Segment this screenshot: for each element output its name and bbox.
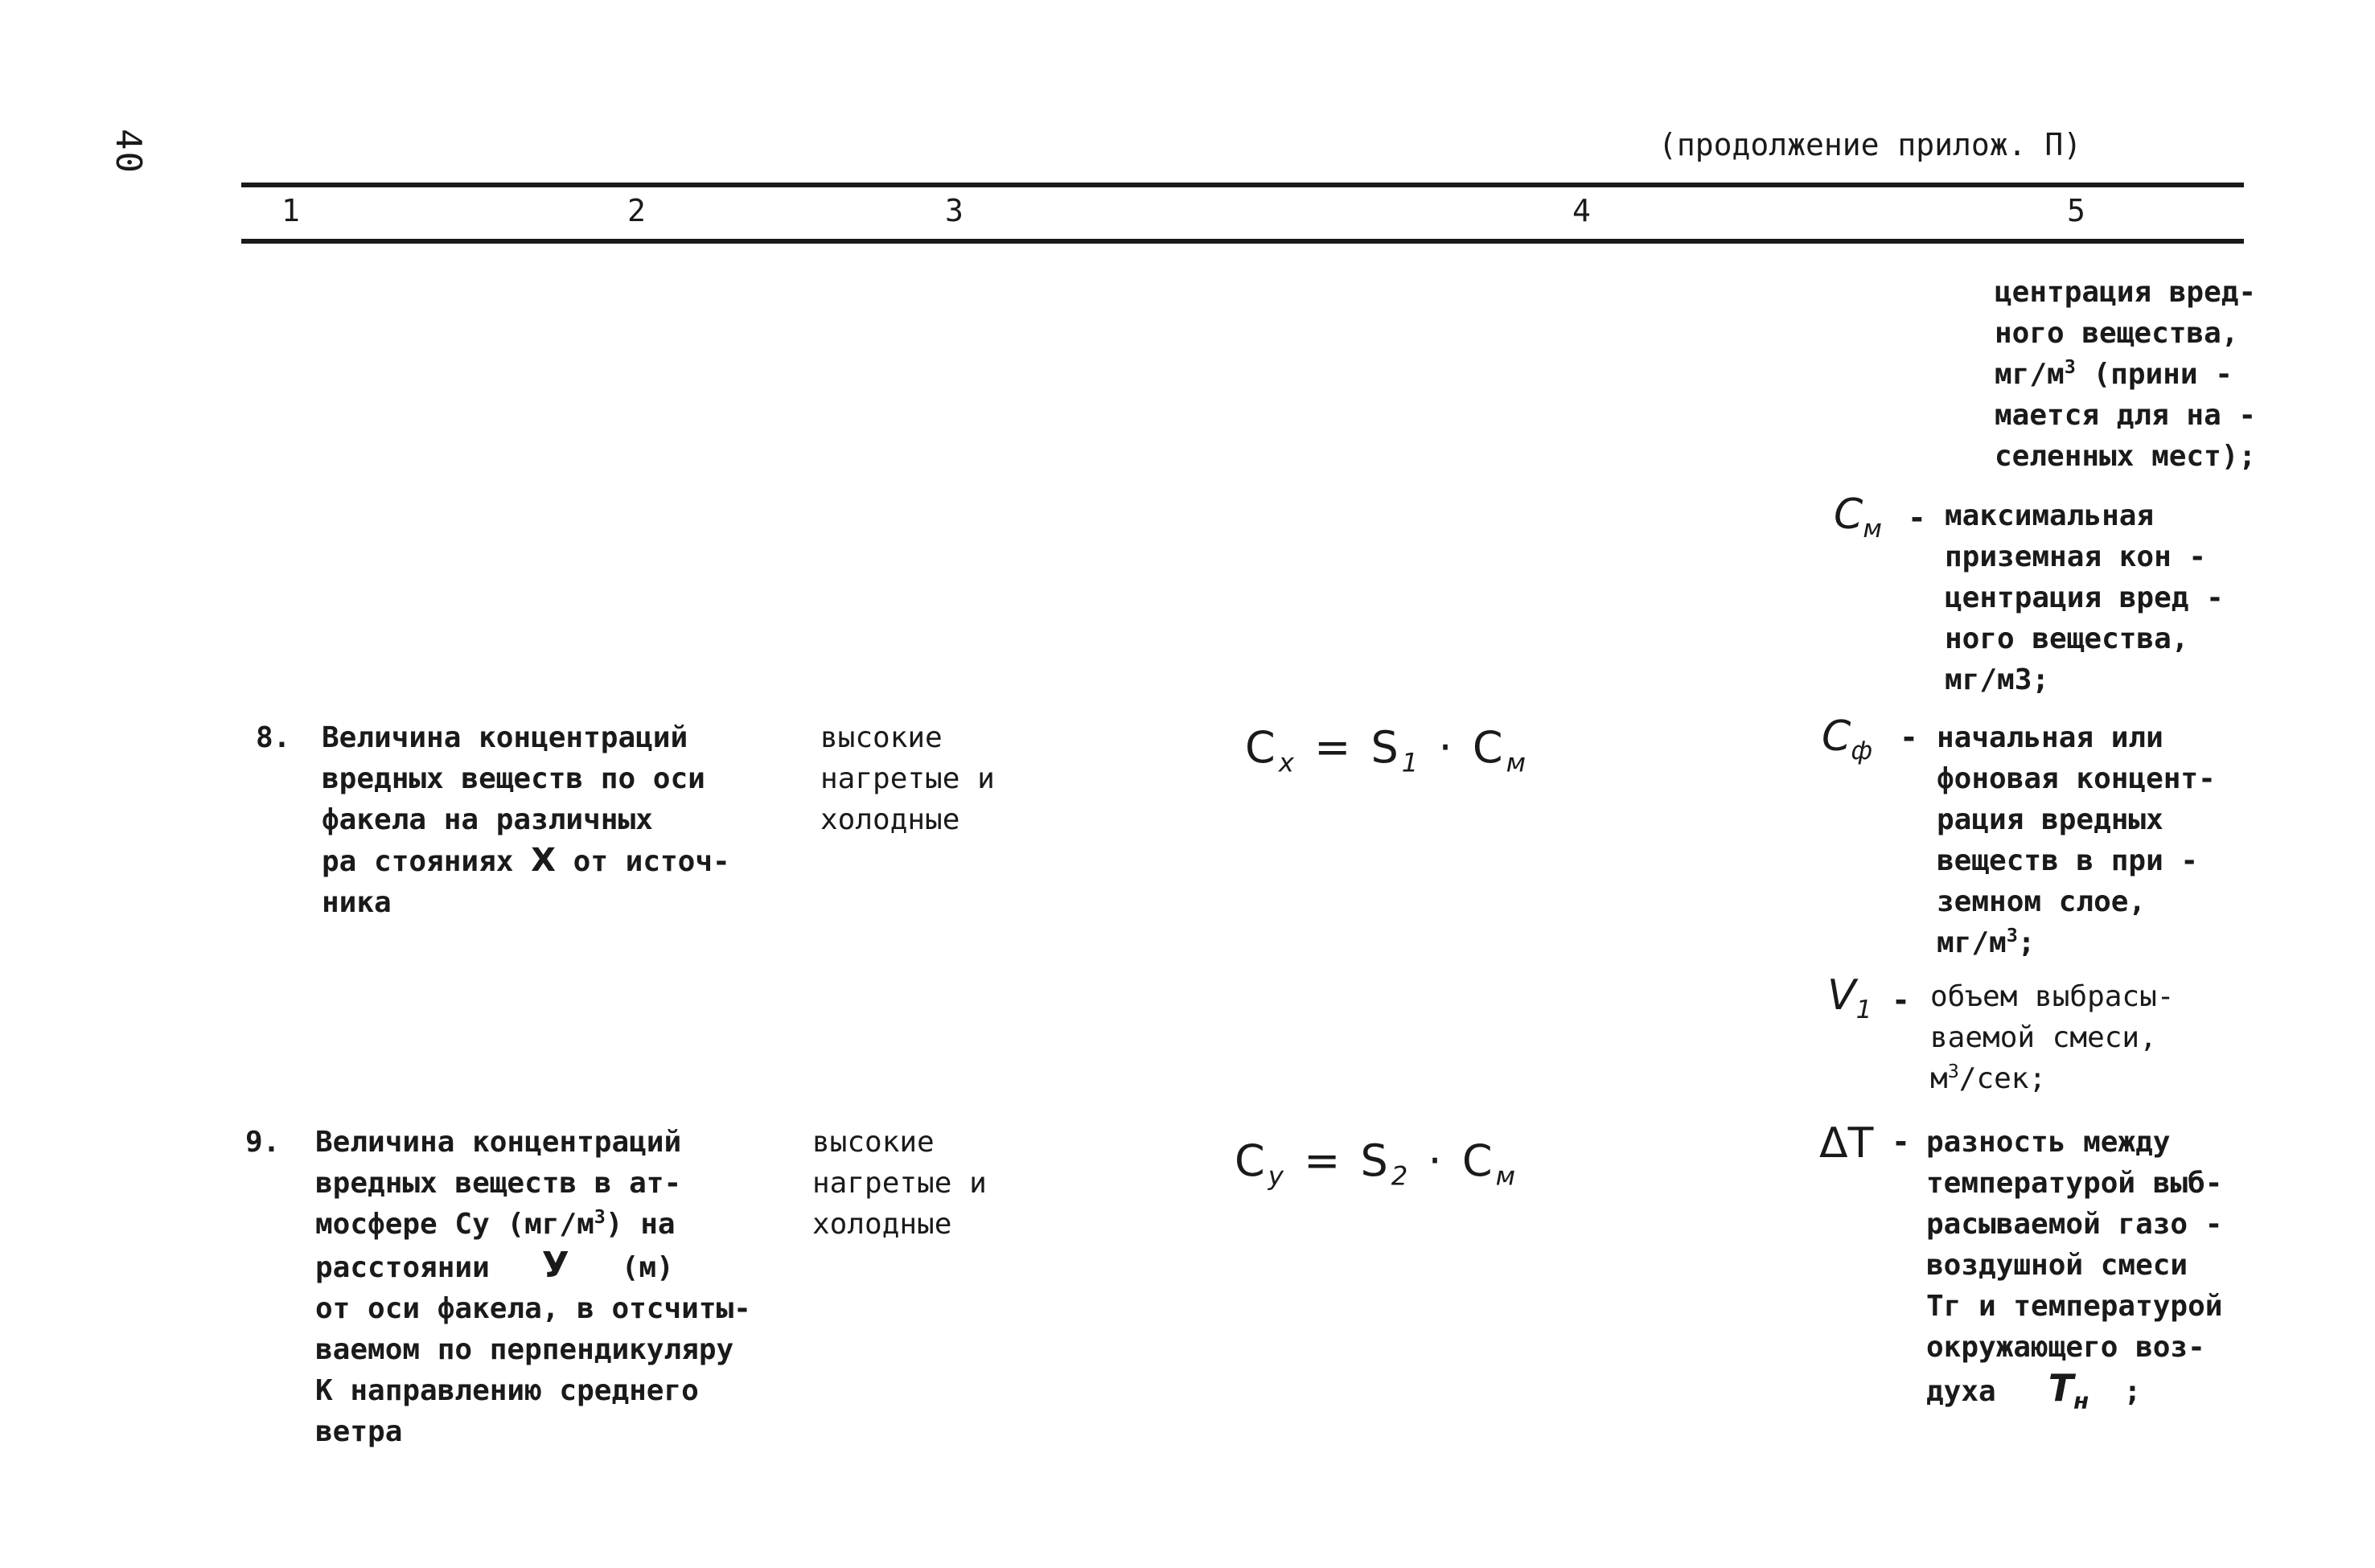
column-number-4: 4 bbox=[1572, 193, 1591, 228]
cm-symbol: $C_м$ bbox=[1834, 491, 1882, 544]
tn-symbol: $T_н$ bbox=[2048, 1366, 2089, 1414]
column-number-2: 2 bbox=[627, 193, 646, 228]
v1-definition: объем выбрасы- ваемой смеси, $м^3$/сек; bbox=[1930, 980, 2175, 1095]
delta-t-definition: разность между температурой выб- расываемой газо - воздушной смеси Тг и температурой окружающего воз- духа $T_н$ ; bbox=[1926, 1126, 2223, 1414]
continuation-note: (продолжение прилож. П) bbox=[1658, 127, 2082, 162]
column-number-1: 1 bbox=[281, 193, 300, 228]
row-9-description: Величина концентраций вредных веществ в ат- мосфере Су $(мг/м^3)$ на расстоянии У (м) от оси факела, в отсчиты- ваемом по перпендикуляру К направлению среднего ветра bbox=[315, 1126, 751, 1448]
row-9-number: 9. bbox=[245, 1126, 281, 1159]
delta-t-dash: - bbox=[1892, 1124, 1910, 1160]
v1-dash: - bbox=[1892, 983, 1910, 1018]
row-8-source-type: высокие нагретые и холодные bbox=[820, 721, 995, 836]
row-8-description: Величина концентраций вредных веществ по оси факела на различных ра стояниях X от источ- ника bbox=[322, 721, 730, 919]
cf-definition: начальная или фоновая концент- рация вредных веществ в при - земном слое, $мг/м^3$; bbox=[1937, 721, 2216, 959]
column-number-5: 5 bbox=[2067, 193, 2085, 228]
intro-col5: центрация вред- ного вещества, $мг/м^3$ (прини - мается для на - селенных мест); bbox=[1995, 276, 2257, 473]
header-bottom-rule bbox=[241, 239, 2244, 244]
cf-dash: - bbox=[1900, 720, 1918, 755]
v1-symbol: $V_1$ bbox=[1827, 971, 1872, 1024]
delta-t-symbol: ΔT bbox=[1819, 1119, 1874, 1168]
page-number: 40 bbox=[108, 129, 149, 174]
row-9-formula: $C_у = S_2 \cdot C_м$ bbox=[1235, 1135, 1519, 1192]
row-9-source-type: высокие нагретые и холодные bbox=[812, 1126, 987, 1241]
cf-symbol: $C_ф$ bbox=[1822, 712, 1872, 766]
y-symbol: У bbox=[541, 1245, 569, 1286]
header-top-rule bbox=[241, 183, 2244, 187]
cm-dash: - bbox=[1908, 500, 1926, 536]
row-8-number: 8. bbox=[256, 721, 291, 754]
column-number-3: 3 bbox=[945, 193, 964, 228]
row-8-formula: $C_x = S_1 \cdot C_м$ bbox=[1245, 722, 1530, 778]
x-symbol: X bbox=[531, 842, 556, 879]
cm-definition: максимальная приземная кон - центрация вред - ного вещества, мг/м3; bbox=[1945, 499, 2224, 696]
